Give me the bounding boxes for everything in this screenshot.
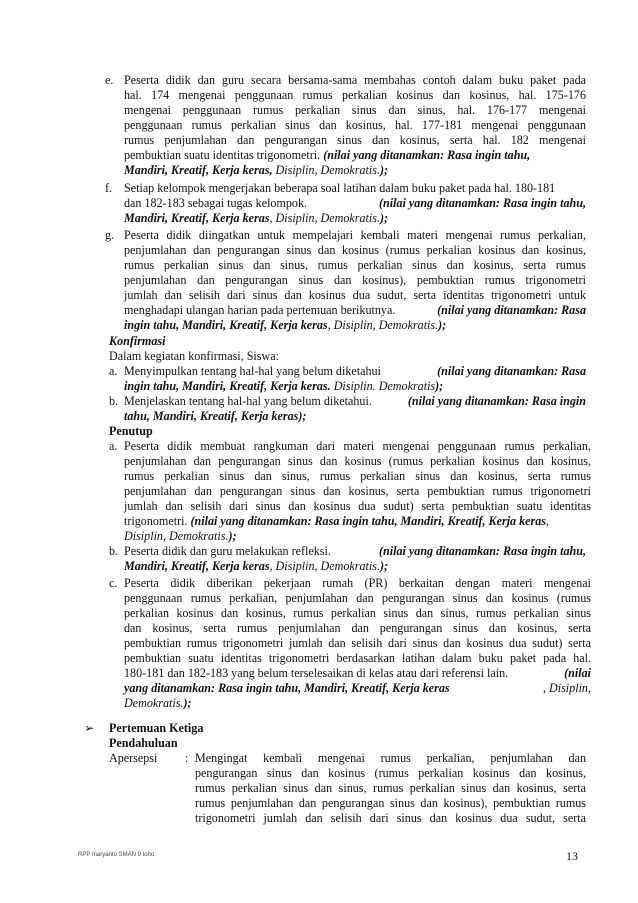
values-note: (nilai yang ditanamkan: Rasa ingin tahu,	[379, 544, 586, 558]
values-note-italic: Disiplin, Demokratis.	[275, 163, 381, 177]
penutup-c-line-1: Peserta didik diberikan pekerjaan rumah (PR) berkaitan dengan materi mengenai	[124, 576, 591, 590]
konfirmasi-label-b: b.	[109, 394, 119, 408]
values-note: ingin tahu, Mandiri, Kreatif, Kerja keras.	[124, 379, 331, 393]
item-g-line-5: jumlah dan selisih dari sinus dan kosinus dua sudut, serta identitas trigonometri untuk	[124, 288, 586, 302]
konfirmasi-b-line-2: tahu, Mandiri, Kreatif, Kerja keras);	[124, 409, 307, 423]
values-note-italic: Disiplin, Demokratis.	[124, 529, 229, 543]
item-g-line-1: Peserta didik diingatkan untuk mempelajari kembali materi mengenai rumus perkalian,	[124, 228, 586, 242]
plain-text: pembuktian suatu identitas trigonometri.	[124, 148, 321, 162]
comma: ,	[546, 514, 550, 528]
apersepsi-label: Apersepsi	[109, 751, 158, 765]
section-title-pertemuan: Pertemuan Ketiga	[109, 721, 204, 735]
values-note: Mandiri, Kreatif, Kerja keras,	[124, 163, 273, 177]
penutup-a-line-7	[124, 529, 237, 544]
section-title-penutup: Penutup	[109, 424, 153, 438]
apersepsi-line-1: Mengingat kembali mengenai rumus perkalian, penjumlahan dan	[195, 751, 586, 765]
plain-text: Menjelaskan tentang hal-hal yang belum diketahui.	[124, 394, 372, 408]
closing: );	[438, 318, 447, 332]
penutup-c-line-2: penggunaan rumus perkalian, penjumlahan dan pengurangan sinus dan kosinus (rumus	[124, 591, 591, 605]
closing: );	[228, 529, 237, 543]
values-note: (nilai yang ditanamkan: Rasa	[437, 364, 586, 378]
penutup-c-line-8	[124, 681, 591, 696]
item-g-line-6	[124, 303, 586, 318]
penutup-a-line-5: jumlah dan selisih dari sinus dan kosinus dua sudut) serta pembuktian suatu identitas	[124, 499, 591, 513]
konfirmasi-label-a: a.	[109, 364, 118, 378]
penutup-c-line-6: pembuktian suatu identitas trigonometri berdasarkan latihan dalam buku paket pada hal.	[124, 651, 591, 665]
values-note: (nilai yang ditanamkan: Rasa	[437, 303, 586, 317]
item-g-line-3: rumus perkalian sinus dan sinus, rumus perkalian sinus dan kosinus, serta rumus	[124, 258, 586, 272]
item-label-e: e.	[105, 73, 114, 87]
plain-text: Peserta didik dan guru melakukan refleksi.	[124, 544, 331, 558]
page-number: 13	[566, 849, 578, 863]
konfirmasi-a-line-1	[124, 364, 586, 379]
penutup-a-line-6	[124, 514, 591, 529]
penutup-a-line-4: penjumlahan dan pengurangan sinus dan kosinus, serta pembuktian rumus trigonometri	[124, 484, 591, 498]
values-note: Mandiri, Kreatif, Kerja keras	[124, 559, 270, 573]
plain-text: 180-181 dan 182-183 yang belum terselesaikan di kelas atau dari referensi lain.	[124, 666, 509, 680]
section-title-konfirmasi: Konfirmasi	[109, 334, 166, 348]
item-f-line-1: Setiap kelompok mengerjakan beberapa soal latihan dalam buku paket pada hal. 180-181	[124, 181, 556, 195]
apersepsi-line-3: rumus perkalian sinus dan sinus, rumus perkalian sinus dan kosinus, serta	[195, 781, 586, 795]
plain-text: trigonometri.	[124, 514, 188, 528]
penutup-label-a: a.	[109, 439, 118, 453]
konfirmasi-a-line-2	[124, 379, 443, 394]
values-note-italic: , Disiplin, Demokratis.	[269, 559, 381, 573]
item-g-line-2: penjumlahan dan pengurangan sinus dan kosinus (rumus perkalian kosinus dan kosinus,	[124, 243, 586, 257]
apersepsi-line-5: trigonometri jumlah dan selisih dari sinus dan kosinus dua sudut, serta	[195, 811, 586, 825]
item-e-line-7	[124, 163, 388, 178]
closing: );	[380, 559, 389, 573]
penutup-label-c: c.	[109, 576, 118, 590]
konfirmasi-intro: Dalam kegiatan konfirmasi, Siswa:	[109, 349, 279, 363]
closing: );	[380, 163, 389, 177]
apersepsi-line-4: rumus penjumlahan dan pengurangan sinus dan kosinus), pembuktian rumus	[195, 796, 586, 810]
item-label-g: g.	[105, 228, 115, 242]
item-g-line-7	[124, 318, 446, 333]
item-f-line-2	[124, 196, 586, 211]
penutup-c-line-7	[124, 666, 591, 681]
penutup-a-line-3: rumus perkalian sinus dan sinus, rumus perkalian sinus dan kosinus, serta rumus	[124, 469, 591, 483]
values-note: ingin tahu, Mandiri, Kreatif, Kerja keras	[124, 318, 328, 332]
values-note-italic: , Disiplin, Demokratis.	[327, 318, 439, 332]
penutup-c-line-3: perkalian kosinus dan kosinus, rumus perkalian sinus dan sinus, rumus perkalian sinus	[124, 606, 591, 620]
footer-text: RPP maryanto SMAN 9 toho	[78, 852, 155, 858]
penutup-a-line-2: penjumlahan dan pengurangan sinus dan kosinus (rumus perkalian kosinus dan kosinus,	[124, 454, 591, 468]
values-note: Mandiri, Kreatif, Kerja keras	[124, 211, 270, 225]
closing: );	[183, 696, 192, 710]
values-note: (nilai yang ditanamkan: Rasa ingin tahu, Mandiri, Kreatif, Kerja keras	[190, 514, 547, 528]
closing: );	[380, 211, 389, 225]
apersepsi-line-2: pengurangan sinus dan kosinus (rumus perkalian kosinus dan kosinus,	[195, 766, 586, 780]
plain-text: Menyimpulkan tentang hal-hal yang belum diketahui	[124, 364, 381, 378]
section-subtitle-pendahuluan: Pendahuluan	[109, 736, 178, 750]
values-note: (nilai yang ditanamkan: Rasa ingin tahu,	[323, 148, 531, 162]
penutup-c-line-9	[124, 696, 192, 711]
penutup-a-line-1: Peserta didik membuat rangkuman dari materi mengenai penggunaan rumus perkalian,	[124, 439, 591, 453]
item-g-line-4: penjumlahan dan pengurangan sinus dan kosinus), pembuktian rumus trigonometri	[124, 273, 586, 287]
penutup-b-line-2	[124, 559, 388, 574]
values-note: (nilai	[564, 666, 591, 680]
item-e-line-1: Peserta didik dan guru secara bersama-sama membahas contoh dalam buku paket pada	[124, 73, 586, 87]
penutup-b-line-1	[124, 544, 586, 559]
closing: );	[435, 379, 444, 393]
values-note: (nilai yang ditanamkan: Rasa ingin	[407, 394, 586, 408]
item-e-line-3: mengenai penggunaan rumus perkalian sinus dan sinus, hal. 176-177 mengenai	[124, 103, 586, 117]
penutup-label-b: b.	[109, 544, 119, 558]
item-e-line-5: rumus penjumlahan dan pengurangan sinus dan kosinus, serta hal. 182 mengenai	[124, 133, 586, 147]
item-e-line-2: hal. 174 mengenai penggunaan rumus perkalian kosinus dan kosinus, hal. 175-176	[124, 88, 586, 102]
item-label-f: f.	[105, 181, 113, 195]
item-e-line-4: penggunaan rumus perkalian sinus dan kosinus, hal. 177-181 mengenai penggunaan	[124, 118, 586, 132]
item-f-line-3	[124, 211, 388, 226]
plain-text: dan 182-183 sebagai tugas kelompok.	[124, 196, 308, 210]
apersepsi-colon: :	[185, 751, 189, 765]
values-note-italic: , Disiplin, Demokratis.	[269, 211, 381, 225]
values-note: (nilai yang ditanamkan: Rasa ingin tahu,	[379, 196, 586, 210]
values-note-italic: Disiplin. Demokratis	[333, 379, 436, 393]
values-note: yang ditanamkan: Rasa ingin tahu, Mandiri, Kreatif, Kerja keras	[124, 681, 450, 695]
values-note-italic: Demokratis.	[124, 696, 184, 710]
values-note-italic: , Disiplin,	[542, 681, 591, 695]
konfirmasi-b-line-1	[124, 394, 586, 409]
plain-text: menghadapi ulangan harian pada pertemuan berikutnya.	[124, 303, 396, 317]
item-e-line-6	[124, 148, 530, 163]
arrow-bullet-icon: ➢	[84, 721, 95, 735]
penutup-c-line-4: dan kosinus, serta rumus penjumlahan dan pengurangan sinus dan kosinus, serta	[124, 621, 591, 635]
penutup-c-line-5: pembuktian rumus trigonometri jumlah dan selisih dari sinus dan kosinus dua sudut) serta	[124, 636, 591, 650]
